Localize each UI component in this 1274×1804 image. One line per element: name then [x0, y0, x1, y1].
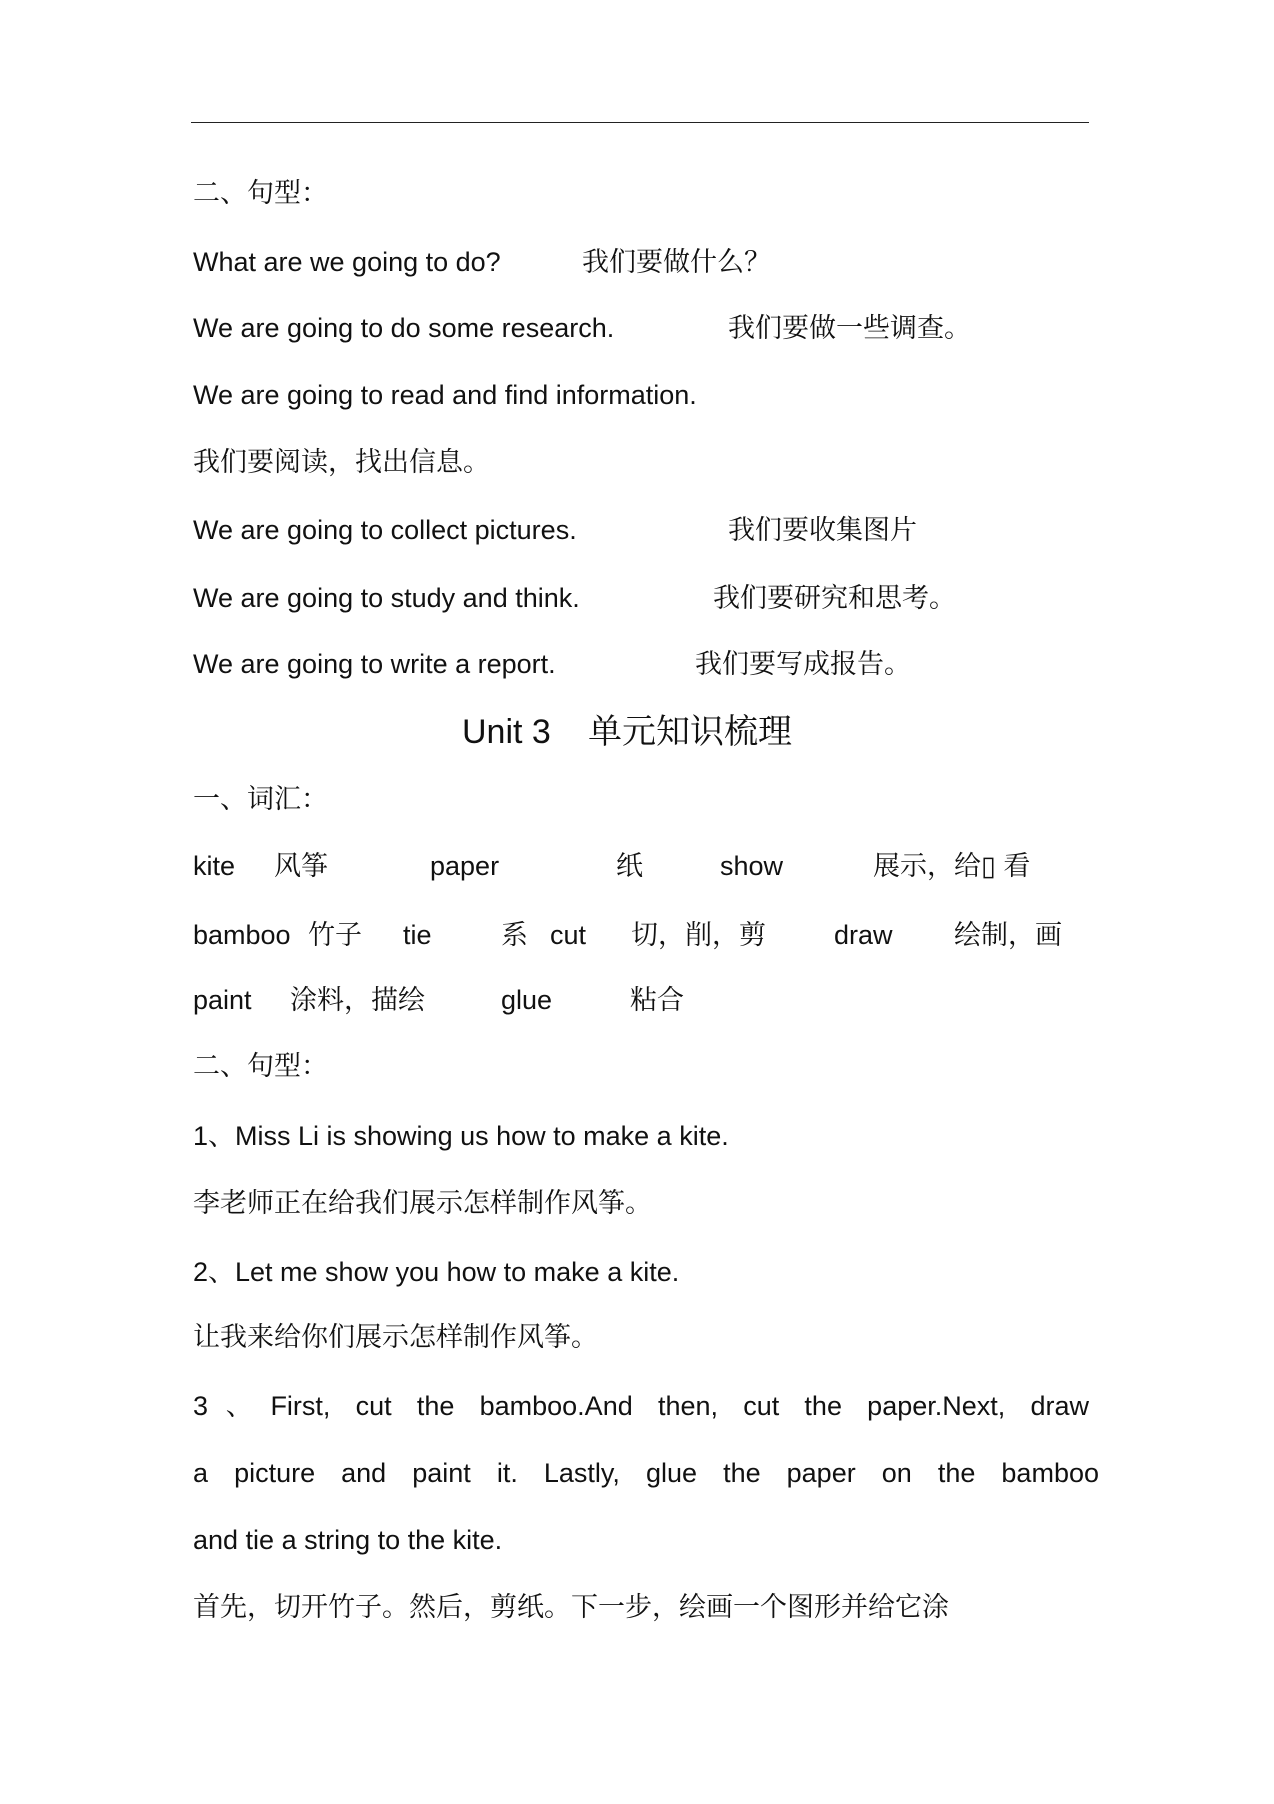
vocab-zh: 粘合 — [630, 985, 684, 1015]
vocab-zh: 竹子 — [308, 920, 362, 950]
sentence-zh: 我们要做一些调查。 — [728, 313, 971, 343]
vocab-en: kite — [193, 851, 236, 881]
sentence-3-line-3: and tie a string to the kite. — [193, 1525, 503, 1555]
sentence-zh: 我们要做什么？ — [582, 247, 771, 277]
vocab-zh: 展示，给▯ 看 — [873, 851, 1031, 881]
unit-title-zh: 单元知识梳理 — [588, 713, 792, 751]
vocab-en: draw — [834, 920, 893, 950]
unit-title-en: Unit 3 — [462, 713, 551, 751]
vocab-en: glue — [501, 985, 553, 1015]
vocab-zh: 纸 — [616, 851, 643, 881]
vocab-zh: 系 — [501, 920, 528, 950]
sentence-1-en: 1、Miss Li is showing us how to make a kite. — [193, 1121, 729, 1151]
sentence-2-en: 2、Let me show you how to make a kite. — [193, 1257, 680, 1287]
vocab-en: tie — [403, 920, 432, 950]
sentence-en: We are going to collect pictures. — [193, 515, 577, 545]
vocab-en: paper — [430, 851, 500, 881]
vocab-en: bamboo — [193, 920, 291, 950]
sentence-en: We are going to read and find information. — [193, 380, 697, 410]
vocab-zh: 绘制，画 — [954, 920, 1062, 950]
sentence-3-zh: 首先，切开竹子。然后，剪纸。下一步，绘画一个图形并给它涂 — [193, 1592, 949, 1622]
sentence-2-zh: 让我来给你们展示怎样制作风筝。 — [193, 1322, 598, 1352]
section-heading-sentences: 二、句型： — [193, 178, 328, 208]
vocab-en: cut — [550, 920, 587, 950]
sentence-zh: 我们要写成报告。 — [695, 649, 911, 679]
sentence-3-line-1: 3、First, cut the bamboo.And then, cut the paper.Next, draw — [193, 1391, 1089, 1421]
section-heading-vocab: 一、词汇： — [193, 784, 328, 814]
vocab-en: paint — [193, 985, 252, 1015]
vocab-en: show — [720, 851, 784, 881]
vocab-zh: 切，削，剪 — [631, 920, 766, 950]
sentence-zh: 我们要研究和思考。 — [713, 583, 956, 613]
sentence-en: We are going to write a report. — [193, 649, 556, 679]
header-rule — [191, 122, 1089, 123]
sentence-en: We are going to do some research. — [193, 313, 615, 343]
sentence-en: What are we going to do? — [193, 247, 501, 277]
sentence-zh: 我们要阅读，找出信息。 — [193, 447, 490, 477]
sentence-en: We are going to study and think. — [193, 583, 580, 613]
vocab-zh: 风筝 — [274, 851, 328, 881]
sentence-3-line-2: a picture and paint it. Lastly, glue the paper on the bamboo — [193, 1458, 1099, 1488]
vocab-zh: 涂料，描绘 — [290, 985, 425, 1015]
section-heading-sentences-2: 二、句型： — [193, 1051, 328, 1081]
sentence-1-zh: 李老师正在给我们展示怎样制作风筝。 — [193, 1188, 652, 1218]
sentence-zh: 我们要收集图片 — [728, 515, 917, 545]
